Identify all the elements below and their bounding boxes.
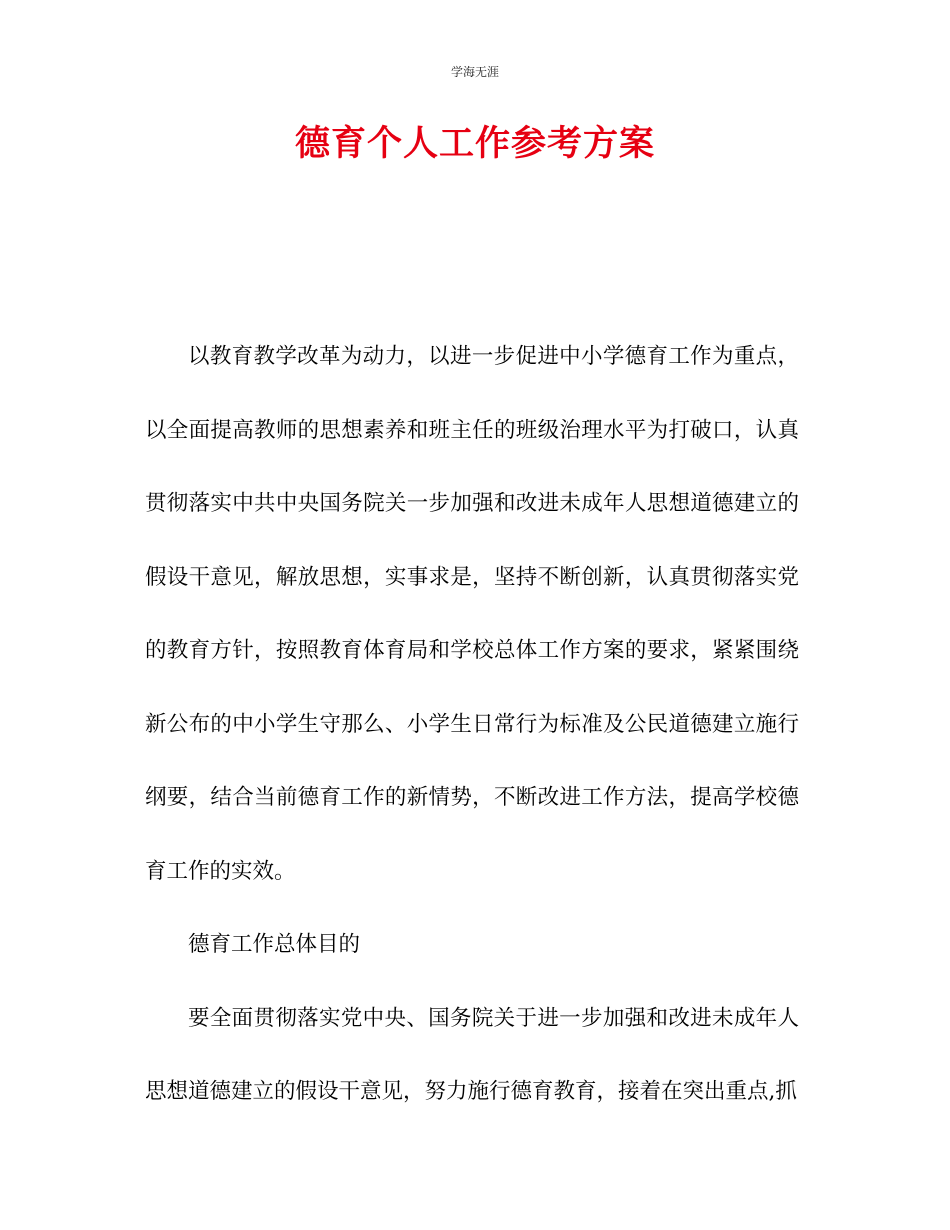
document-title: 德育个人工作参考方案 [294, 124, 655, 164]
page-header: 学海无涯 [450, 65, 499, 79]
document-body [145, 320, 799, 1129]
paragraph-section-heading: 德育工作总体目的 [188, 932, 361, 957]
paragraph-intro: 以教育教学改革为动力，以进一步促进中小学德育工作为重点，以全面提高教师的思想素养和班主任的班级治理水平为打破口，认真贯彻落实中共中央国务院关一步加强和改进未成年人思想道德建立的假设干意见，解放思想，实事求是，坚持不断创新，认真贯彻落实党的教育方针，按照教育体育局和学校总体工作方案的要求，紧紧围绕新公布的中小学生守那么、小学生日常行为标准及公民道德建立施行纲要，结合当前德育工作的新情势，不断改进工作方法，提高学校德育工作的实效。 [145, 344, 799, 884]
paragraph-goals: 要全面贯彻落实党中央、国务院关于进一步加强和改进未成年人思想道德建立的假设干意见，努力施行德育教育，接着在突出重点,抓 [145, 1005, 799, 1104]
